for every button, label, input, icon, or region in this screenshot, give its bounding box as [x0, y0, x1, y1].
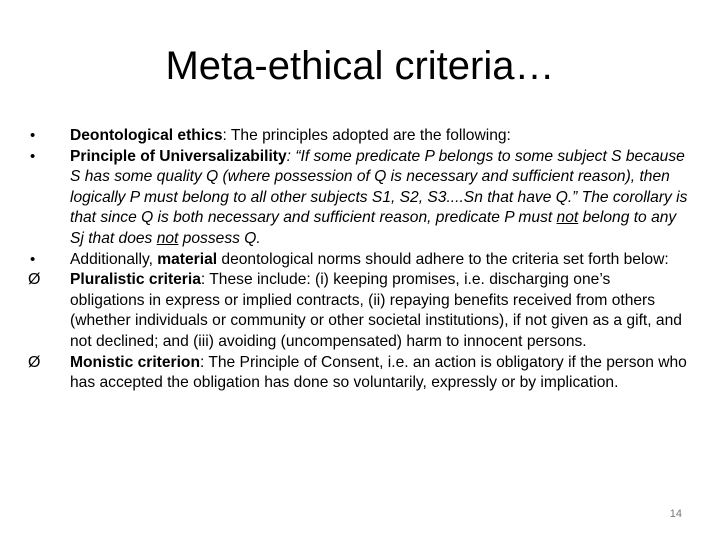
emphasis-not: not — [556, 209, 579, 227]
bullet-heading: Pluralistic criteria — [70, 271, 201, 289]
bullet-material-norms — [28, 250, 688, 271]
page-number: 14 — [669, 508, 682, 520]
bullet-dot-icon: • — [30, 127, 36, 144]
bullet-text: possess Q. — [178, 229, 261, 247]
bullet-dot-icon: • — [30, 147, 36, 165]
bullet-heading: material — [157, 250, 218, 268]
bullet-dot-icon: • — [30, 250, 36, 268]
bullet-text: : The Principle of Consent, i.e. an action is obligatory if the person who has accepted the obligation has done so voluntarily, expressly or by implication. — [70, 353, 687, 392]
bullet-deontological-ethics — [28, 126, 688, 147]
bullet-text: deontological norms should adhere to the criteria set forth below: — [217, 250, 669, 268]
bullet-monistic-criterion — [28, 353, 688, 394]
arrow-bullet-icon: Ø — [28, 271, 41, 289]
bullet-heading: Principle of Universalizability — [70, 147, 287, 165]
arrow-bullet-icon: Ø — [28, 353, 41, 371]
bullet-text: belong to any Sj that does — [70, 209, 677, 247]
bullet-pluralistic-criteria — [28, 270, 688, 352]
bullet-heading: Monistic criterion — [70, 353, 200, 371]
bullet-text: Additionally, — [70, 250, 158, 268]
slide-title: Meta-ethical criteria… — [165, 44, 555, 88]
bullet-heading: Deontological ethics — [70, 127, 223, 144]
bullet-text: : The principles adopted are the following: — [222, 127, 511, 144]
bullet-text: : “If some predicate P belongs to some subject S because S has some quality Q (where possession of Q is necessary and sufficient reason), then logically P must belong to all other subjects S1, S2, S3....Sn that have Q.” The corollary is that since Q is both necessary and sufficient reason, predicate P must — [70, 147, 688, 227]
bullet-text: : These include: (i) keeping promises, i.e. discharging one’s obligations in express or implied contracts, (ii) repaying benefits received from others (whether individuals or community or other societal institutions), if not given as a gift, and not declined; and (iii) avoiding (uncompensated) harm to innocent persons. — [70, 271, 682, 350]
emphasis-not: not — [156, 229, 179, 247]
slide-body — [28, 126, 688, 394]
bullet-universalizability — [28, 147, 688, 250]
